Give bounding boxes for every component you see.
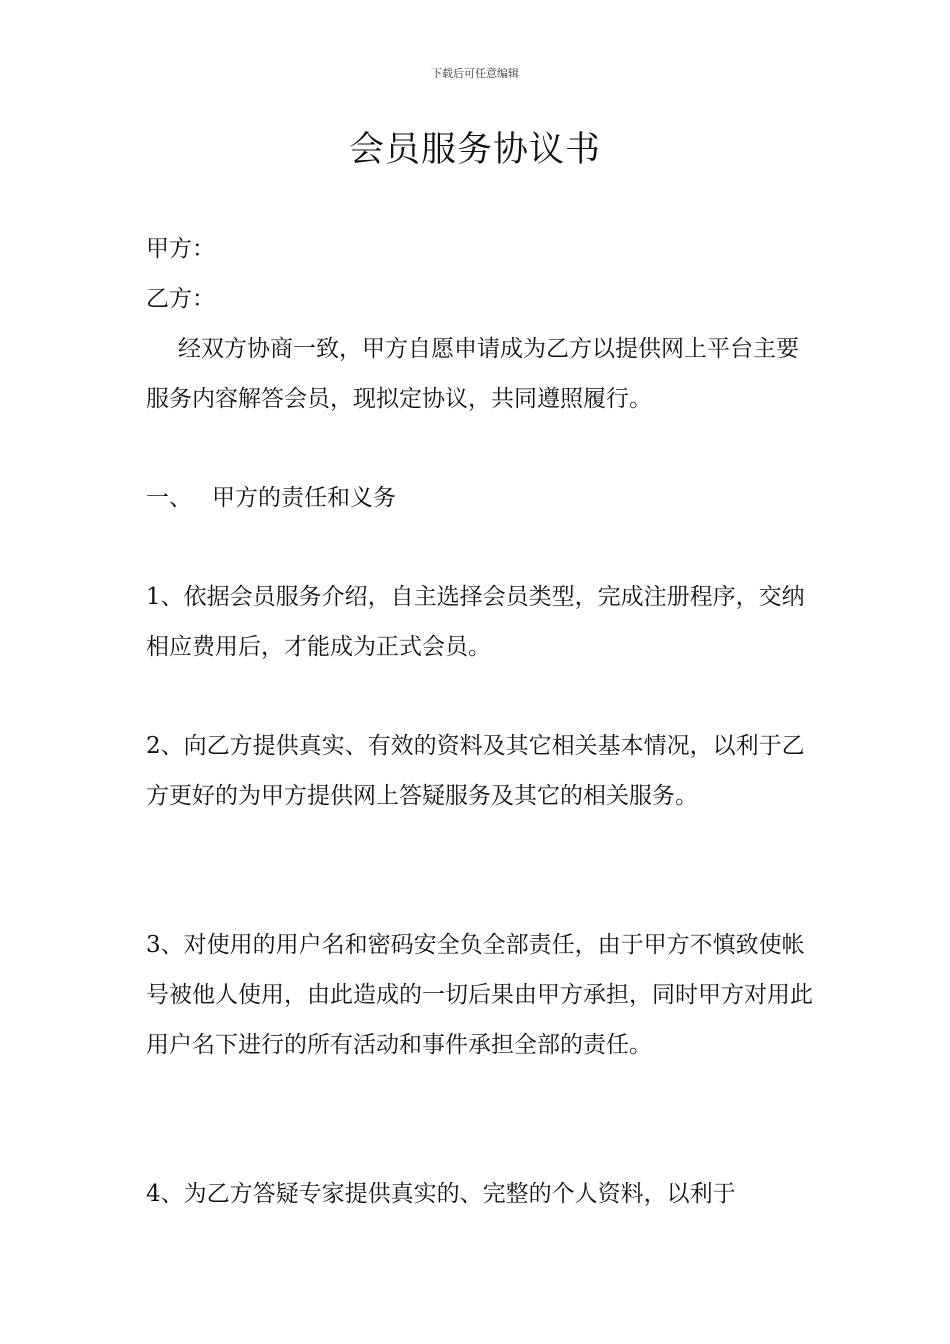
section-number: 一、 bbox=[146, 485, 192, 511]
document-title: 会员服务协议书 bbox=[348, 130, 601, 170]
party-b-label: 乙方： bbox=[146, 286, 215, 312]
party-a-label: 甲方： bbox=[146, 236, 215, 262]
clause-item: 1、依据会员服务介绍，自主选择会员类型，完成注册程序，交纳相应费用后，才能成为正式会员。 bbox=[146, 584, 805, 660]
section-title: 甲方的责任和义务 bbox=[212, 485, 396, 511]
section-heading bbox=[146, 473, 818, 523]
intro-paragraph: 经双方协商一致，甲方自愿申请成为乙方以提供网上平台主要服务内容解答会员，现拟定协议，共同遵照履行。 bbox=[146, 336, 799, 412]
clause-item: 3、对使用的用户名和密码安全负全部责任，由于甲方不慎致使帐号被他人使用，由此造成的一切后果由甲方承担，同时甲方对用此用户名下进行的所有活动和事件承担全部的责任。 bbox=[146, 932, 813, 1058]
header-note: 下载后可任意编辑 bbox=[431, 67, 519, 80]
clause-item: 4、为乙方答疑专家提供真实的、完整的个人资料，以利于 bbox=[146, 1181, 736, 1207]
clause-item: 2、向乙方提供真实、有效的资料及其它相关基本情况，以利于乙方更好的为甲方提供网上答疑服务及其它的相关服务。 bbox=[146, 733, 805, 809]
